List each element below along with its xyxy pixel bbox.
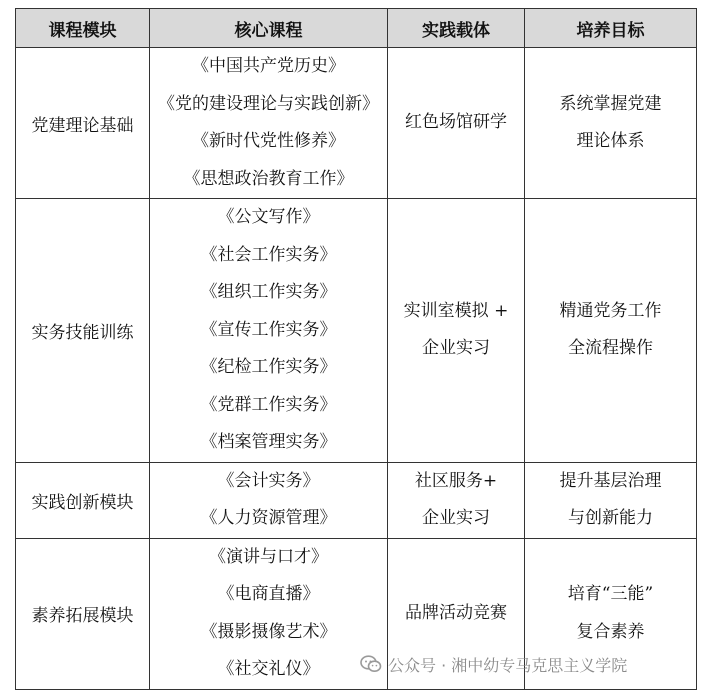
practice-line: 实训室模拟 + (403, 300, 509, 321)
module-cell: 实践创新模块 (16, 462, 150, 538)
wechat-icon (360, 655, 382, 673)
watermark-text: 公众号 · 湘中幼专马克思主义学院 (388, 655, 628, 675)
core-courses-cell (150, 462, 388, 538)
course-item: 《会计实务》 (217, 470, 320, 491)
course-item: 《档案管理实务》 (200, 432, 337, 452)
table-row (16, 462, 697, 538)
course-item: 《新时代党性修养》 (192, 131, 345, 151)
core-courses-cell (150, 48, 388, 199)
header-practice: 实践载体 (388, 9, 525, 48)
goal-line: 与创新能力 (568, 508, 653, 528)
course-item: 《摄影摄像艺术》 (200, 621, 337, 642)
goal-cell (525, 48, 697, 199)
course-item: 《思想政治教育工作》 (183, 168, 354, 189)
course-table (15, 8, 697, 690)
course-item: 《公文写作》 (217, 207, 320, 227)
table-row (16, 48, 697, 199)
goal-cell (525, 199, 697, 463)
goal-cell (525, 462, 697, 538)
course-item: 《社会工作实务》 (200, 244, 337, 265)
module-cell: 素养拓展模块 (16, 538, 150, 689)
practice-line: 社区服务+ (414, 470, 498, 491)
practice-cell (388, 462, 525, 538)
course-item: 《党群工作实务》 (200, 394, 337, 415)
practice-cell (388, 48, 525, 199)
course-item: 《社交礼仪》 (217, 659, 320, 679)
table-header-row (16, 9, 697, 48)
goal-line: 复合素养 (576, 621, 645, 642)
header-goal: 培养目标 (525, 9, 697, 48)
course-item: 《宣传工作实务》 (200, 319, 337, 340)
goal-line: 系统掌握党建 (559, 93, 662, 114)
core-courses-cell (150, 538, 388, 689)
practice-cell (388, 199, 525, 463)
goal-line: 提升基层治理 (559, 470, 662, 491)
practice-line: 企业实习 (422, 508, 490, 528)
module-cell: 党建理论基础 (16, 48, 150, 199)
header-core-courses: 核心课程 (150, 9, 388, 48)
goal-line: 理论体系 (576, 131, 645, 151)
goal-line: 培育“三能” (567, 584, 654, 604)
module-cell: 实务技能训练 (16, 199, 150, 463)
course-item: 《纪检工作实务》 (200, 357, 337, 377)
course-item: 《演讲与口才》 (209, 546, 328, 567)
goal-line: 精通党务工作 (559, 300, 662, 321)
core-courses-cell (150, 199, 388, 463)
course-item: 《中国共产党历史》 (192, 56, 345, 76)
course-item: 《电商直播》 (217, 584, 320, 604)
practice-line: 品牌活动竞赛 (405, 602, 507, 623)
goal-line: 全流程操作 (568, 338, 653, 359)
table-row (16, 199, 697, 463)
practice-line: 企业实习 (422, 338, 490, 359)
course-item: 《党的建设理论与实践创新》 (158, 93, 379, 114)
header-module: 课程模块 (16, 9, 150, 48)
course-item: 《组织工作实务》 (200, 282, 337, 302)
practice-line: 红色场馆研学 (405, 112, 507, 133)
watermark (360, 652, 627, 676)
course-item: 《人力资源管理》 (200, 508, 337, 528)
